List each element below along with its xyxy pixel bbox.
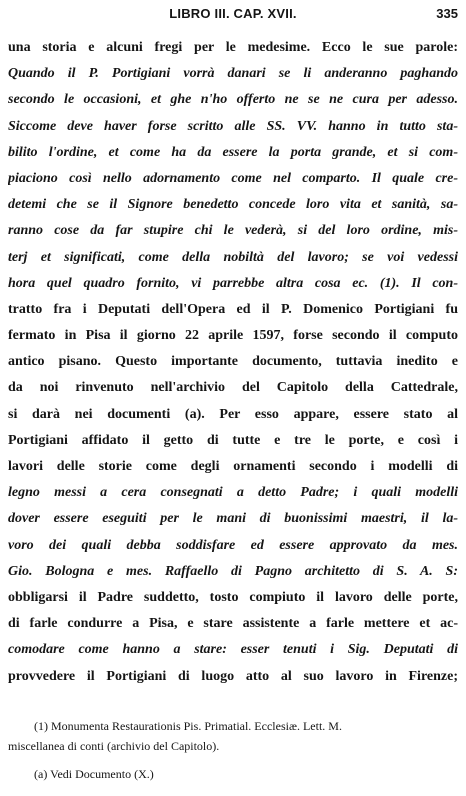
text-line-10: hora quel quadro fornito, vi parrebbe altra cosa ec. (1). Il con- xyxy=(8,275,458,291)
text-line-6: piaciono così nello adornamento come nel comparto. Il quale cre- xyxy=(8,170,458,186)
text-line-13: antico pisano. Questo importante documento, tuttavia inedito e xyxy=(8,354,458,370)
text-line-3: secondo le occasioni, et ghe n'ho offerto ne se ne cura per adesso. xyxy=(8,92,458,108)
text-line-1: una storia e alcuni fregi per le medesime. Ecco le sue parole: xyxy=(8,40,458,55)
text-line-23: di farle condurre a Pisa, e stare assistente a farle mettere et ac- xyxy=(8,616,458,632)
text-line-14: da noi rinvenuto nell'archivio del Capitolo della Cattedrale, xyxy=(8,380,458,396)
footnote-1: (1) Monumenta Restaurationis Pis. Primatial. Ecclesiæ. Lett. M. xyxy=(34,719,342,733)
main-text xyxy=(8,35,458,690)
text-line-21: Gio. Bologna e mes. Raffaello di Pagno architetto di S. A. S: xyxy=(8,563,458,579)
text-line-12: fermato in Pisa il giorno 22 aprile 1597, forse secondo il computo xyxy=(8,328,458,344)
text-line-7: detemi che se il Signore benedetto concede loro vita et sanità, sa- xyxy=(8,197,458,213)
text-line-9: terj et significati, come della nobiltà del lavoro; se voi vedessi xyxy=(8,249,458,265)
text-line-24: comodare come hanno a stare: esser tenuti i Sig. Deputati di xyxy=(8,642,458,658)
text-line-22: obbligarsi il Padre suddetto, tosto compiuto il lavoro delle porte, xyxy=(8,589,458,605)
text-line-20: voro dei quali debba soddisfare ed essere approvato da mes. xyxy=(8,537,458,553)
text-line-18: legno messi a cera consegnati a detto Padre; i quali modelli xyxy=(8,485,458,501)
text-line-15: si darà nei documenti (a). Per esso appare, essere stato al xyxy=(8,406,458,422)
text-line-25: provvedere il Portigiani di luogo atto al suo lavoro in Firenze; xyxy=(8,668,458,684)
text-line-16: Portigiani affidato il getto di tutte e tre le porte, e così i xyxy=(8,432,458,448)
footnote-1-continued: miscellanea di conti (archivio del Capitolo). xyxy=(8,739,220,753)
text-line-2: Quando il P. Portigiani vorrà danari se li anderanno paghando xyxy=(8,66,458,82)
page-header xyxy=(8,6,458,26)
text-line-17: lavori delle storie come degli ornamenti secondo i modelli di xyxy=(8,459,458,474)
footnote-a: (a) Vedi Documento (X.) xyxy=(34,767,154,781)
text-line-11: tratto fra i Deputati dell'Opera ed il P. Domenico Portigiani fu xyxy=(8,301,458,317)
text-line-5: bilito l'ordine, et come ha da essere la porta grande, et si com- xyxy=(8,144,458,160)
footnotes xyxy=(8,716,458,784)
text-line-4: Siccome deve haver forse scritto alle SS. VV. hanno in tutto sta- xyxy=(8,118,458,134)
text-line-8: ranno cose da far stupire chi le vederà, si del loro ordine, mis- xyxy=(8,223,458,239)
running-title: LIBRO III. CAP. XVII. xyxy=(169,6,297,21)
text-line-19: dover essere eseguiti per le mani di buonissimi maestri, il la- xyxy=(8,511,458,527)
page-number: 335 xyxy=(436,6,458,21)
